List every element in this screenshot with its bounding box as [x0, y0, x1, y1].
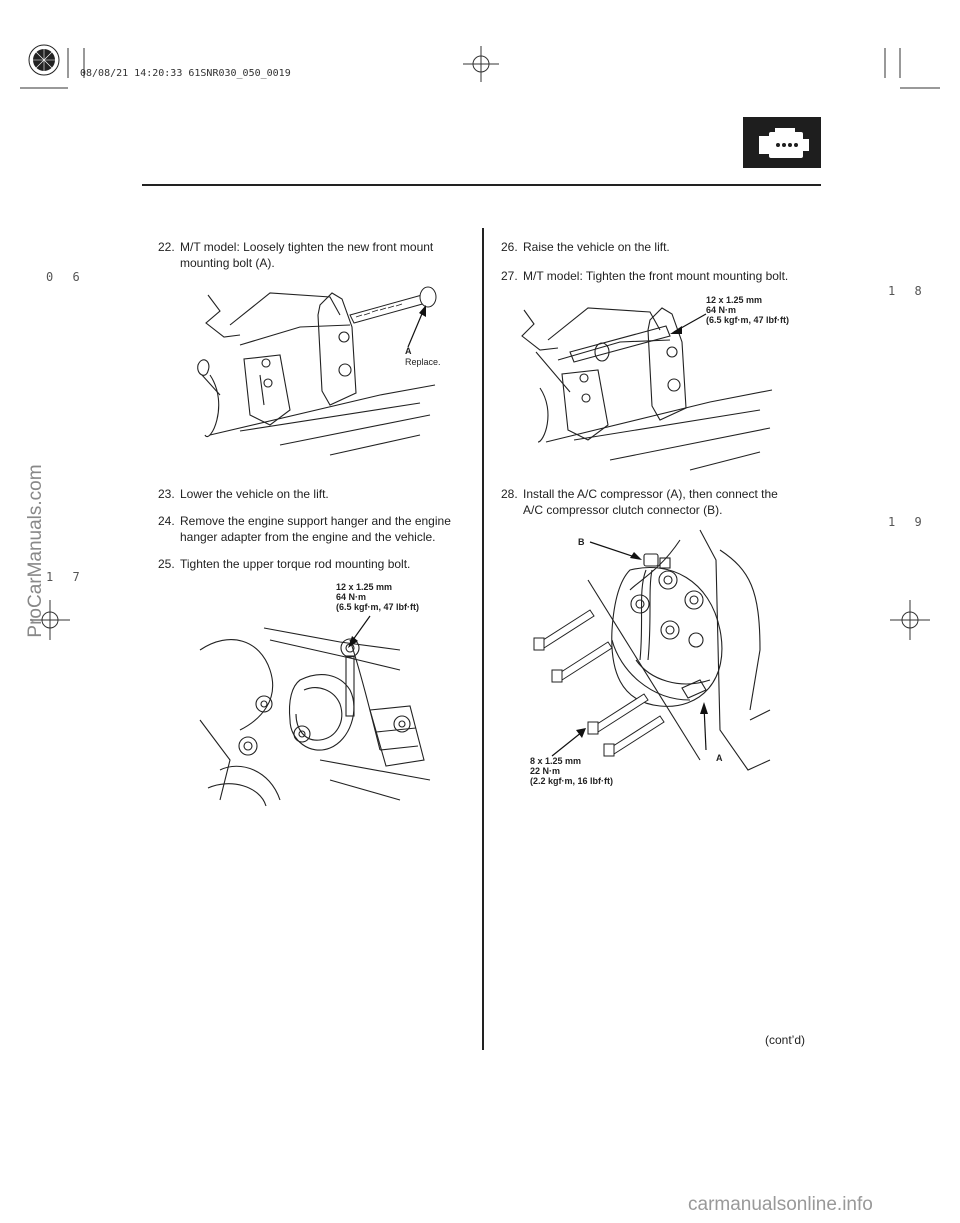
step-22: 22. M/T model: Loosely tighten the new front mount mounting bolt (A). — [158, 240, 434, 270]
figure4-torque-spec: 8 x 1.25 mm 22 N·m (2.2 kgf·m, 16 lbf·ft) — [530, 756, 614, 786]
ac-compressor-figure — [520, 530, 780, 790]
figure1-label-a: A — [405, 346, 412, 356]
column-divider — [482, 228, 484, 1050]
front-mount-tight-figure — [510, 292, 780, 472]
side-watermark: ProCarManuals.com — [25, 464, 46, 638]
step-25: 25. Tighten the upper torque rod mounting bolt. — [158, 557, 411, 571]
upper-torque-rod-figure — [200, 610, 440, 810]
footer-watermark: carmanualsonline.info — [688, 1194, 873, 1215]
registration-target-icon — [28, 44, 68, 84]
figure4-label-b: B — [578, 537, 585, 547]
page-marker-left-bottom: 1 7 — [46, 570, 86, 584]
figure1-label-replace: Replace. — [405, 357, 441, 367]
engine-icon — [743, 117, 821, 168]
step-27: 27. M/T model: Tighten the front mount mounting bolt. — [501, 269, 789, 283]
page-marker-right-bottom: 1 9 — [888, 515, 928, 529]
page-marker-right-top: 1 8 — [888, 284, 928, 298]
front-mount-loose-figure — [180, 275, 440, 465]
page-marker-left-top: 0 6 — [46, 270, 86, 284]
step-23: 23. Lower the vehicle on the lift. — [158, 487, 329, 501]
print-stamp: 08/08/21 14:20:33 61SNR030_050_0019 — [80, 68, 291, 79]
engine-section-badge — [743, 117, 821, 168]
step-26: 26. Raise the vehicle on the lift. — [501, 240, 670, 254]
step-28: 28. Install the A/C compressor (A), then connect the A/C compressor clutch connector (B). — [501, 487, 778, 517]
figure2-torque-spec: 12 x 1.25 mm 64 N·m (6.5 kgf·m, 47 lbf·ft) — [336, 582, 420, 612]
continued-note: (cont’d) — [765, 1033, 806, 1047]
figure3-torque-spec: 12 x 1.25 mm 64 N·m (6.5 kgf·m, 47 lbf·ft) — [706, 295, 790, 325]
header-rule — [142, 184, 821, 186]
step-24: 24. Remove the engine support hanger and the engine hanger adapter from the engine and the vehicle. — [158, 514, 451, 544]
figure4-label-a: A — [716, 753, 723, 763]
